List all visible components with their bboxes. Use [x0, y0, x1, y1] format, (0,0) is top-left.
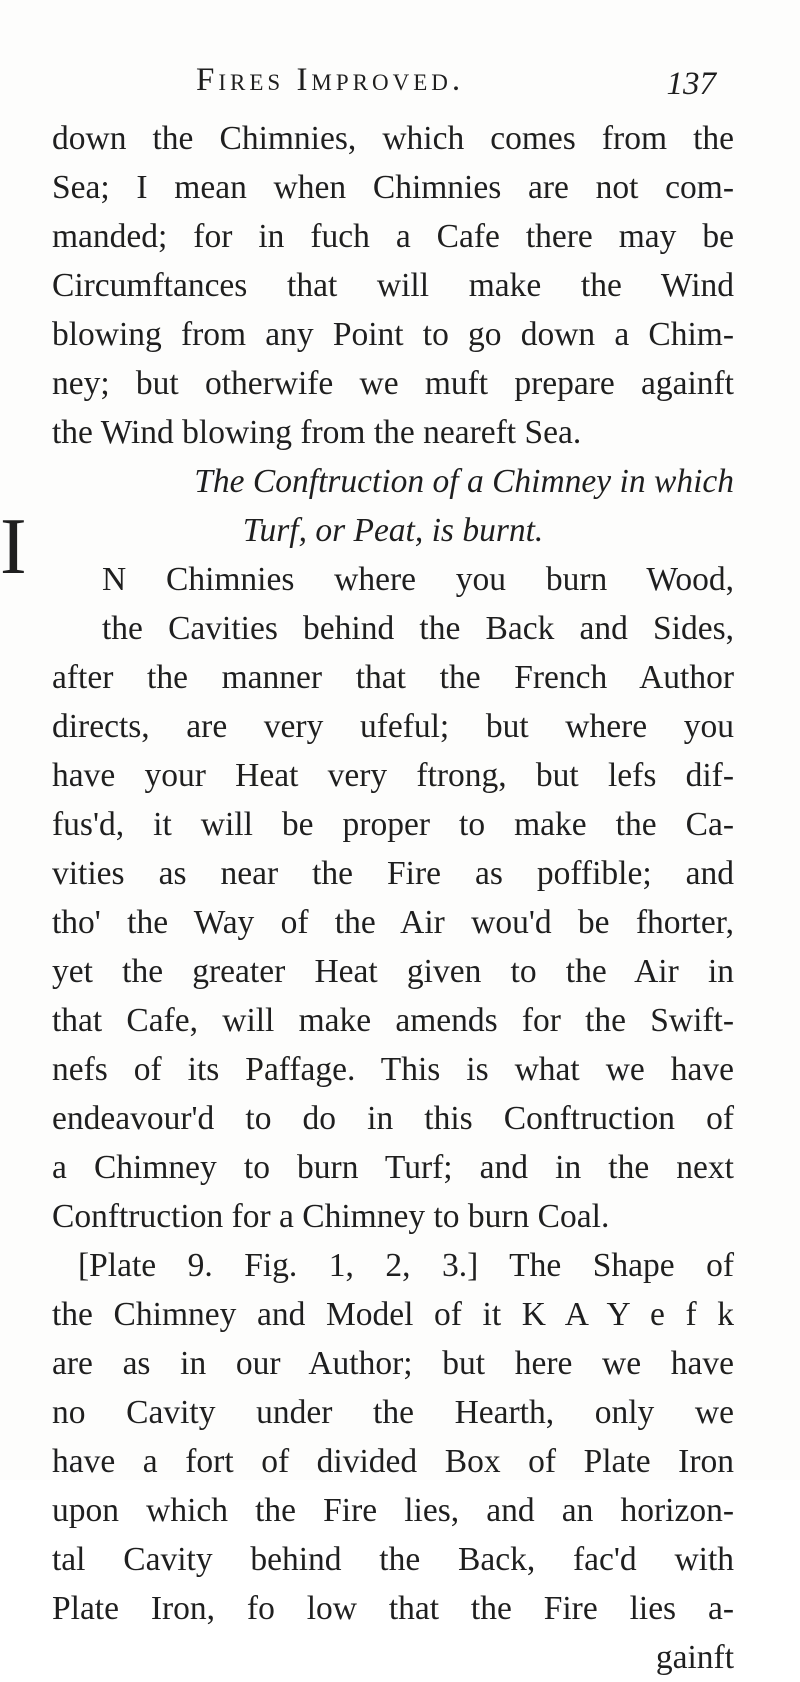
paragraph-line: have a fort of divided Box of Plate Iron: [52, 1443, 734, 1480]
text-line: Sea; I mean when Chimnies are not com-: [52, 169, 734, 206]
paragraph-line: fus'd, it will be proper to make the Ca-: [52, 806, 734, 843]
paragraph-line: directs, are very ufeful; but where you: [52, 708, 734, 745]
catchword: gainft: [655, 1639, 734, 1676]
paragraph-line: upon which the Fire lies, and an horizon-: [52, 1492, 734, 1529]
drop-cap: I: [0, 503, 27, 591]
paragraph-line: after the manner that the French Author: [52, 659, 734, 696]
text-line: manded; for in fuch a Cafe there may be: [52, 218, 734, 255]
paragraph-line: yet the greater Heat given to the Air in: [52, 953, 734, 990]
paragraph-line: are as in our Author; but here we have: [52, 1345, 734, 1382]
paragraph-line: have your Heat very ftrong, but lefs dif-: [52, 757, 734, 794]
text-line: the Wind blowing from the neareft Sea.: [52, 414, 582, 451]
paragraph-line: Plate Iron, fo low that the Fire lies a-: [52, 1590, 734, 1627]
paragraph-line: tho' the Way of the Air wou'd be fhorter,: [52, 904, 734, 941]
section-heading-line-2: Turf, or Peat, is burnt.: [242, 512, 544, 549]
text-line: Circumftances that will make the Wind: [52, 267, 734, 304]
paragraph-line: [Plate 9. Fig. 1, 2, 3.] The Shape of: [78, 1247, 734, 1284]
paragraph-line: the Chimney and Model of it K A Y e f k: [52, 1296, 734, 1333]
paragraph-line: vities as near the Fire as poffible; and: [52, 855, 734, 892]
text-line: ney; but otherwife we muft prepare againft: [52, 365, 734, 402]
text-line: blowing from any Point to go down a Chim-: [52, 316, 734, 353]
text-line: down the Chimnies, which comes from the: [52, 120, 734, 157]
paragraph-line: the Cavities behind the Back and Sides,: [102, 610, 734, 647]
paragraph-line: tal Cavity behind the Back, fac'd with: [52, 1541, 734, 1578]
paragraph-line: endeavour'd to do in this Conftruction of: [52, 1100, 734, 1137]
paragraph-line: a Chimney to burn Turf; and in the next: [52, 1149, 734, 1186]
paragraph-line: N Chimnies where you burn Wood,: [102, 561, 734, 598]
paragraph-line: nefs of its Paffage. This is what we have: [52, 1051, 734, 1088]
paragraph-line: that Cafe, will make amends for the Swift-: [52, 1002, 734, 1039]
section-heading-line-1: The Conftruction of a Chimney in which: [194, 463, 734, 500]
page-number: 137: [666, 66, 716, 102]
paragraph-line: no Cavity under the Hearth, only we: [52, 1394, 734, 1431]
paragraph-line: Conftruction for a Chimney to burn Coal.: [52, 1198, 610, 1235]
body-text: [52, 114, 734, 1682]
running-head: [196, 62, 716, 112]
running-head-title: Fires Improved.: [196, 62, 465, 98]
